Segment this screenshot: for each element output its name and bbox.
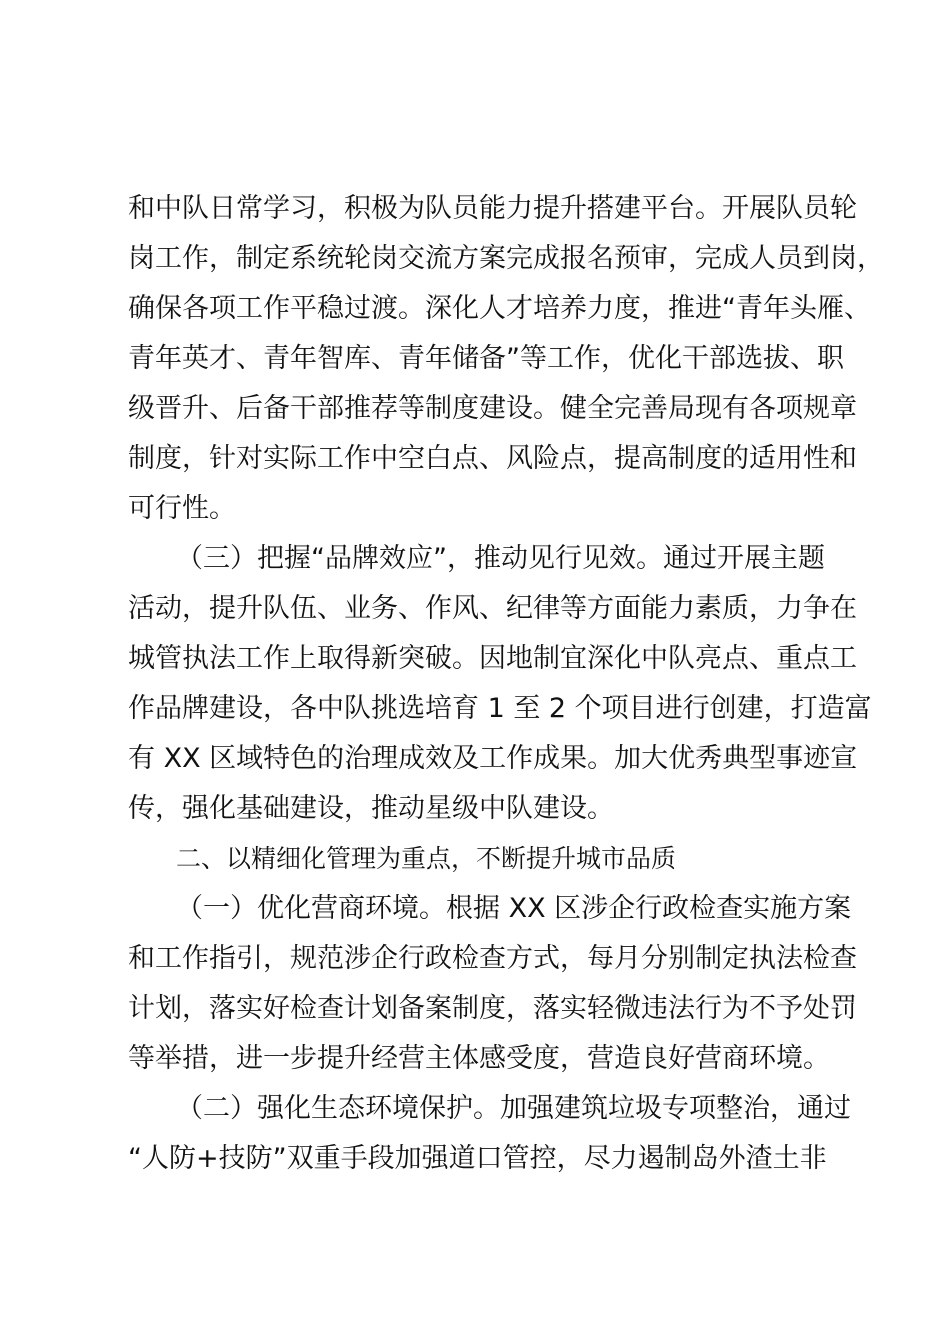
- body-line-19: （二）强化生态环境保护。加强建筑垃圾专项整治，通过: [176, 1093, 851, 1124]
- body-line-15: （一）优化营商环境。根据 XX 区涉企行政检查实施方案: [176, 893, 852, 924]
- body-line-5: 级晋升、后备干部推荐等制度建设。健全完善局现有各项规章: [128, 393, 857, 424]
- body-line-9: 活动，提升队伍、业务、作风、纪律等方面能力素质，力争在: [128, 593, 857, 624]
- body-line-16: 和工作指引，规范涉企行政检查方式，每月分别制定执法检查: [128, 943, 857, 974]
- body-line-8: （三）把握“品牌效应”，推动见行见效。通过开展主题: [176, 543, 825, 574]
- body-line-13: 传，强化基础建设，推动星级中队建设。: [128, 793, 614, 824]
- section-heading: 二、以精细化管理为重点，不断提升城市品质: [176, 844, 677, 873]
- body-line-2: 岗工作，制定系统轮岗交流方案完成报名预审，完成人员到岗，: [128, 243, 884, 274]
- body-line-1: 和中队日常学习，积极为队员能力提升搭建平台。开展队员轮: [128, 193, 857, 224]
- body-line-11: 作品牌建设，各中队挑选培育 1 至 2 个项目进行创建，打造富: [128, 693, 872, 724]
- body-line-20: “人防+技防”双重手段加强道口管控，尽力遏制岛外渣土非: [128, 1143, 827, 1174]
- body-line-18: 等举措，进一步提升经营主体感受度，营造良好营商环境。: [128, 1043, 830, 1074]
- body-line-3: 确保各项工作平稳过渡。深化人才培养力度，推进“青年头雁、: [128, 293, 871, 324]
- body-line-4: 青年英才、青年智库、青年储备”等工作，优化干部选拔、职: [128, 343, 844, 374]
- document-body: [128, 184, 884, 1184]
- body-line-17: 计划，落实好检查计划备案制度，落实轻微违法行为不予处罚: [128, 993, 857, 1024]
- body-line-7: 可行性。: [128, 493, 236, 524]
- body-line-6: 制度，针对实际工作中空白点、风险点，提高制度的适用性和: [128, 443, 857, 474]
- body-line-12: 有 XX 区域特色的治理成效及工作成果。加大优秀典型事迹宣: [128, 743, 858, 774]
- body-line-10: 城管执法工作上取得新突破。因地制宜深化中队亮点、重点工: [128, 643, 857, 674]
